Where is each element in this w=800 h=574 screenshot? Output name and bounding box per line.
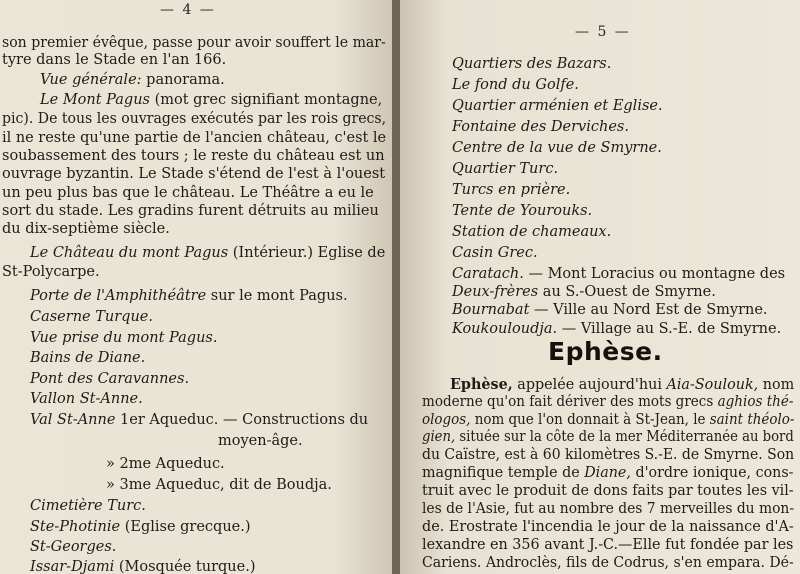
text-line: [422, 518, 794, 536]
text-segment: d'ordre ionique, cons-: [630, 465, 794, 481]
section-heading: Ephèse.: [548, 337, 663, 366]
text-line: [422, 554, 794, 572]
text-segment: moderne qu'on fait dériver des mots grecs: [422, 394, 718, 410]
text-line: [422, 536, 793, 554]
text-line: [2, 220, 170, 238]
italic-text: Caratach.: [452, 266, 524, 282]
text-line: [452, 160, 558, 178]
text-segment: sort du stade. Les gradins furent détruits au milieu: [2, 203, 379, 219]
text-line: [422, 393, 793, 411]
text-segment: — Ville au Nord Est de Smyrne.: [529, 302, 768, 318]
text-line: [2, 51, 226, 69]
text-segment: (Intérieur.) Eglise de: [228, 245, 386, 261]
italic-text: Fontaine des Derviches.: [452, 119, 629, 135]
text-line: [452, 223, 611, 241]
text-line: [422, 411, 794, 429]
italic-text: Station de chameaux.: [452, 224, 612, 240]
italic-text: Cimetière Turc.: [30, 498, 146, 514]
text-segment: ouvrage byzantin. Le Stade s'étend de l'est à l'ouest: [2, 166, 386, 182]
text-line: [30, 308, 153, 326]
text-segment: nom: [758, 377, 795, 393]
text-line: [30, 244, 385, 262]
text-line: [30, 370, 189, 388]
italic-text: Quartiers des Bazars.: [452, 56, 612, 72]
italic-text: Vallon St-Anne.: [30, 391, 143, 407]
text-line: [30, 538, 116, 556]
text-line: [422, 428, 794, 446]
italic-text: Le Château du mont Pagus: [30, 245, 229, 261]
text-line: [218, 432, 303, 450]
text-line: [2, 202, 379, 220]
italic-text: Le Mont Pagus: [40, 92, 150, 108]
text-segment: panorama.: [141, 72, 225, 88]
text-line: [30, 329, 217, 347]
text-segment: du dix-septième siècle.: [2, 221, 170, 237]
text-line: [452, 301, 768, 319]
text-segment: magnifique temple de: [422, 465, 585, 481]
italic-text: Bains de Diane.: [30, 350, 146, 366]
text-line: [452, 118, 629, 136]
text-line: [2, 129, 386, 147]
text-line: [30, 390, 143, 408]
text-line: [2, 165, 385, 183]
text-line: [452, 320, 781, 338]
text-segment: située sur la côte de la mer Méditerranée au bord: [455, 429, 794, 445]
text-segment: » 2me Aqueduc.: [106, 456, 225, 472]
page-number: — 4 —: [160, 2, 216, 18]
text-line: [422, 464, 794, 482]
text-segment: nom que l'on donnait à St-Jean, le: [470, 412, 710, 428]
italic-text: ologos,: [422, 412, 471, 428]
text-line: [30, 411, 368, 429]
text-line: [422, 500, 794, 518]
text-line: [2, 147, 385, 165]
italic-text: Porte de l'Amphithéâtre: [30, 288, 207, 304]
italic-text: Tente de Yourouks.: [452, 203, 593, 219]
right-page: [400, 0, 800, 574]
text-line: [452, 265, 785, 283]
text-line: [40, 71, 225, 89]
text-line: [30, 349, 145, 367]
text-segment: sur le mont Pagus.: [206, 288, 348, 304]
text-segment: pic). De tous les ouvrages exécutés par les rois grecs,: [2, 111, 387, 127]
text-line: [2, 263, 100, 281]
text-segment: du Caïstre, est à 60 kilomètres S.-E. de Smyrne. Son: [422, 447, 795, 463]
text-line: [40, 91, 382, 109]
text-line: [30, 497, 146, 515]
italic-text: Le fond du Golfe.: [452, 77, 579, 93]
italic-text: Pont des Caravannes.: [30, 371, 190, 387]
italic-text: Val St-Anne: [30, 412, 116, 428]
text-segment: Cariens. Androclès, fils de Codrus, s'en empara. Dé-: [422, 555, 794, 571]
text-line: [452, 55, 611, 73]
italic-text: Turcs en prière.: [452, 182, 571, 198]
text-line: [422, 482, 794, 500]
italic-text: Quartier Turc.: [452, 161, 559, 177]
text-segment: les de l'Asie, fut au nombre des 7 merveilles du mon-: [422, 501, 795, 517]
italic-text: Aia-Soulouk,: [666, 377, 759, 393]
text-line: [452, 181, 570, 199]
text-line: [422, 446, 794, 464]
text-segment: il ne reste qu'une partie de l'ancien château, c'est le: [2, 130, 387, 146]
book-gutter: [392, 0, 400, 574]
text-segment: soubassement des tours ; le reste du château est un: [2, 148, 385, 164]
text-line: [452, 202, 592, 220]
text-line: [450, 376, 794, 394]
italic-text: Koukouloudja.: [452, 321, 558, 337]
text-line: [2, 184, 374, 202]
italic-text: Casin Grec.: [452, 245, 538, 261]
text-line: [452, 139, 662, 157]
text-line: [30, 518, 251, 536]
left-page: [0, 0, 392, 574]
text-line: [106, 476, 332, 494]
text-segment: tyre dans le Stade en l'an 166.: [2, 52, 227, 68]
text-segment: (Mosquée turque.): [114, 559, 256, 574]
italic-text: Diane,: [584, 465, 631, 481]
italic-text: Bournabat: [452, 302, 530, 318]
italic-text: gien,: [422, 429, 456, 445]
italic-text: Caserne Turque.: [30, 309, 153, 325]
text-segment: (mot grec signifiant montagne,: [149, 92, 383, 108]
text-line: [2, 34, 386, 52]
text-segment: au S.-Ouest de Smyrne.: [538, 284, 716, 300]
italic-text: St-Georges.: [30, 539, 117, 555]
page-number: — 5 —: [575, 24, 631, 40]
text-line: [452, 76, 579, 94]
italic-text: aghios thé-: [717, 394, 794, 410]
text-segment: — Village au S.-E. de Smyrne.: [557, 321, 782, 337]
text-segment: appelée aujourd'hui: [512, 377, 667, 393]
text-segment: » 3me Aqueduc, dit de Boudja.: [106, 477, 332, 493]
text-line: [452, 244, 538, 262]
text-segment: 1er Aqueduc. — Constructions du: [115, 412, 369, 428]
text-line: [2, 110, 386, 128]
italic-text: Vue prise du mont Pagus.: [30, 330, 218, 346]
text-line: [452, 283, 716, 301]
text-line: [106, 455, 225, 473]
text-segment: St-Polycarpe.: [2, 264, 100, 280]
text-segment: un peu plus bas que le château. Le Théâtre a eu le: [2, 185, 374, 201]
italic-text: Ste-Photinie: [30, 519, 121, 535]
text-line: [30, 558, 256, 574]
text-segment: son premier évêque, passe pour avoir souffert le mar-: [2, 35, 386, 51]
text-segment: moyen-âge.: [218, 433, 303, 449]
italic-text: Deux-frères: [452, 284, 539, 300]
italic-text: saint théolo-: [709, 412, 795, 428]
text-line: [30, 287, 348, 305]
text-segment: lexandre en 356 avant J.-C.—Elle fut fondée par les: [422, 537, 794, 553]
text-segment: Ephèse,: [450, 376, 513, 393]
text-segment: (Eglise grecque.): [120, 519, 251, 535]
italic-text: Quartier arménien et Eglise.: [452, 98, 663, 114]
text-segment: de. Erostrate l'incendia le jour de la naissance d'A-: [422, 519, 794, 535]
italic-text: Centre de la vue de Smyrne.: [452, 140, 662, 156]
text-segment: — Mont Loracius ou montagne des: [523, 266, 786, 282]
italic-text: Issar-Djami: [30, 559, 115, 574]
italic-text: Vue générale:: [40, 72, 142, 88]
text-segment: truit avec le produit de dons faits par toutes les vil-: [422, 483, 794, 499]
text-line: [452, 97, 663, 115]
